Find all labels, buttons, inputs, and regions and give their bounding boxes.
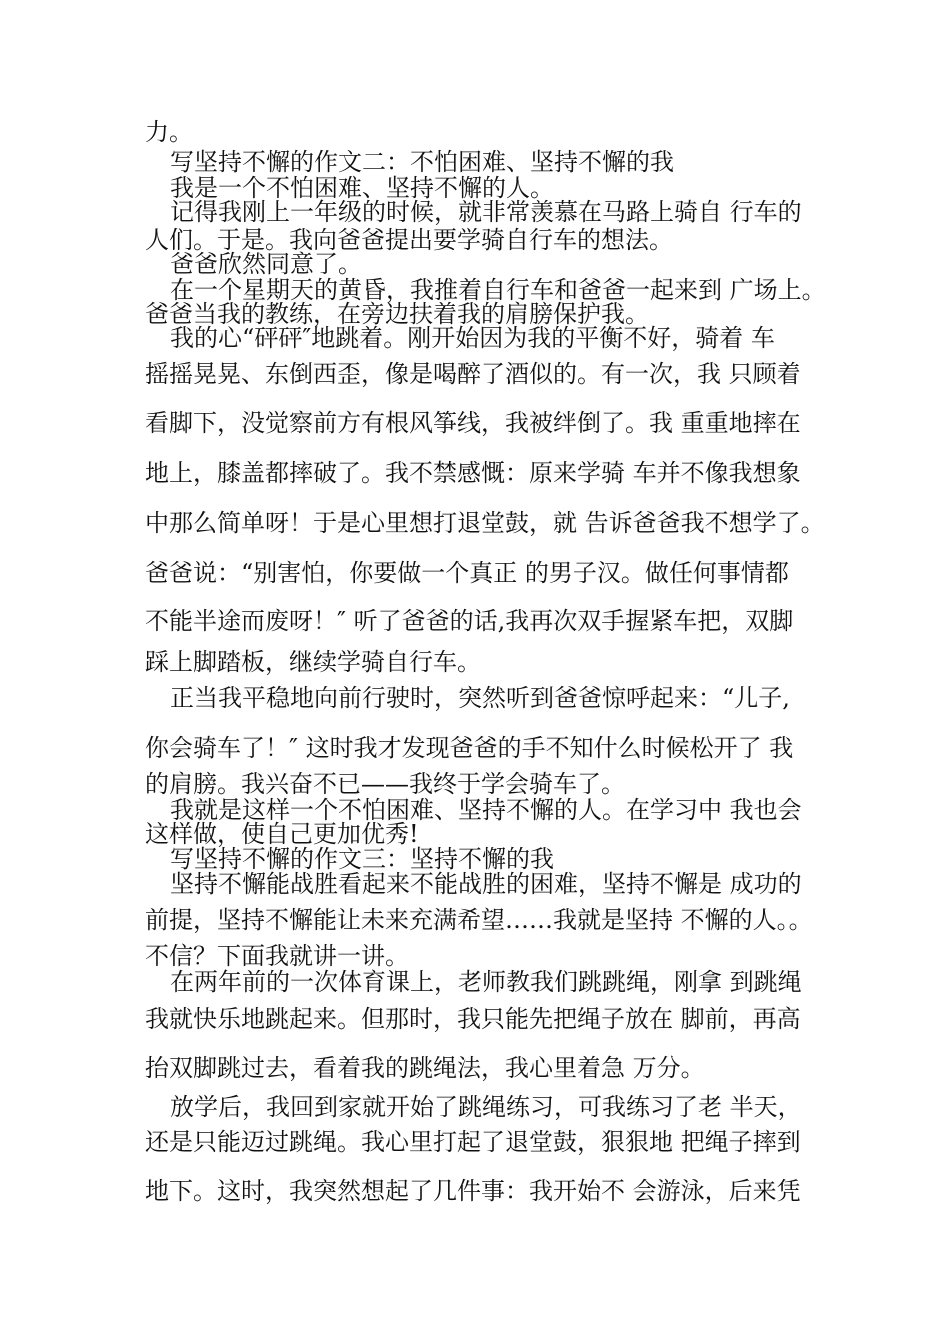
section-heading: 写坚持不懈的作文三：坚持不懈的我 — [170, 845, 554, 873]
text-line: 在两年前的一次体育课上，老师教我们跳跳绳，刚拿 到跳绳 — [170, 968, 802, 996]
text-line: 在一个星期天的黄昏，我推着自行车和爸爸一起来到 广场上。 — [170, 276, 826, 304]
text-line: 放学后，我回到家就开始了跳绳练习，可我练习了老 半天， — [170, 1093, 802, 1121]
text-line: 我的心“砰砰″地跳着。刚开始因为我的平衡不好，骑着 车 — [170, 324, 775, 352]
text-line: 这样做，使自己更加优秀! — [145, 820, 419, 848]
text-line: 爸爸说：“别害怕，你要做一个真正 的男子汉。做任何事情都 — [145, 559, 789, 587]
text-line: 坚持不懈能战胜看起来不能战胜的困难，坚持不懈是 成功的 — [170, 870, 802, 898]
text-line: 记得我刚上一年级的时候，就非常羡慕在马路上骑自 行车的 — [170, 198, 802, 226]
text-line: 前提，坚持不懈能让未来充满希望……我就是坚持 不懈的人。。 — [145, 906, 813, 934]
text-line: 我就是这样一个不怕困难、坚持不懈的人。在学习中 我也会 — [170, 796, 802, 824]
text-line: 爸爸欣然同意了。 — [170, 250, 362, 278]
text-line: 地上，膝盖都摔破了。我不禁感慨：原来学骑 车并不像我想象 — [145, 459, 801, 487]
text-line: 力。 — [145, 118, 193, 146]
text-line: 抬双脚跳过去，看着我的跳绳法，我心里着急 万分。 — [145, 1054, 705, 1082]
text-line: 爸爸当我的教练，在旁边扶着我的肩膀保护我。 — [145, 300, 649, 328]
text-line: 踩上脚踏板，继续学骑自行车。 — [145, 648, 481, 676]
text-line: 摇摇晃晃、东倒西歪，像是喝醉了酒似的。有一次，我 只顾着 — [145, 360, 801, 388]
text-line: 不信？下面我就讲一讲。 — [145, 942, 409, 970]
text-line: 你会骑车了！″ 这时我才发现爸爸的手不知什么时候松开了 我 — [145, 734, 794, 762]
text-line: 我是一个不怕困难、坚持不懈的人。 — [170, 174, 554, 202]
text-line: 还是只能迈过跳绳。我心里打起了退堂鼓，狠狠地 把绳子摔到 — [145, 1128, 801, 1156]
text-line: 人们。于是。我向爸爸提出要学骑自行车的想法。 — [145, 226, 673, 254]
text-line: 不能半途而废呀！″ 听了爸爸的话,我再次双手握紧车把，双脚 — [145, 607, 794, 635]
text-line: 我就快乐地跳起来。但那时，我只能先把绳子放在 脚前，再高 — [145, 1005, 801, 1033]
text-line: 看脚下，没觉察前方有根风筝线，我被绊倒了。我 重重地摔在 — [145, 409, 801, 437]
text-line: 正当我平稳地向前行驶时，突然听到爸爸惊呼起来：“儿子, — [170, 684, 790, 712]
text-line: 中那么简单呀！于是心里想打退堂鼓，就 告诉爸爸我不想学了。 — [145, 509, 825, 537]
text-line: 的肩膀。我兴奋不已——我终于学会骑车了。 — [145, 770, 625, 798]
text-line: 地下。这时，我突然想起了几件事：我开始不 会游泳，后来凭 — [145, 1177, 801, 1205]
section-heading: 写坚持不懈的作文二：不怕困难、坚持不懈的我 — [170, 148, 674, 176]
